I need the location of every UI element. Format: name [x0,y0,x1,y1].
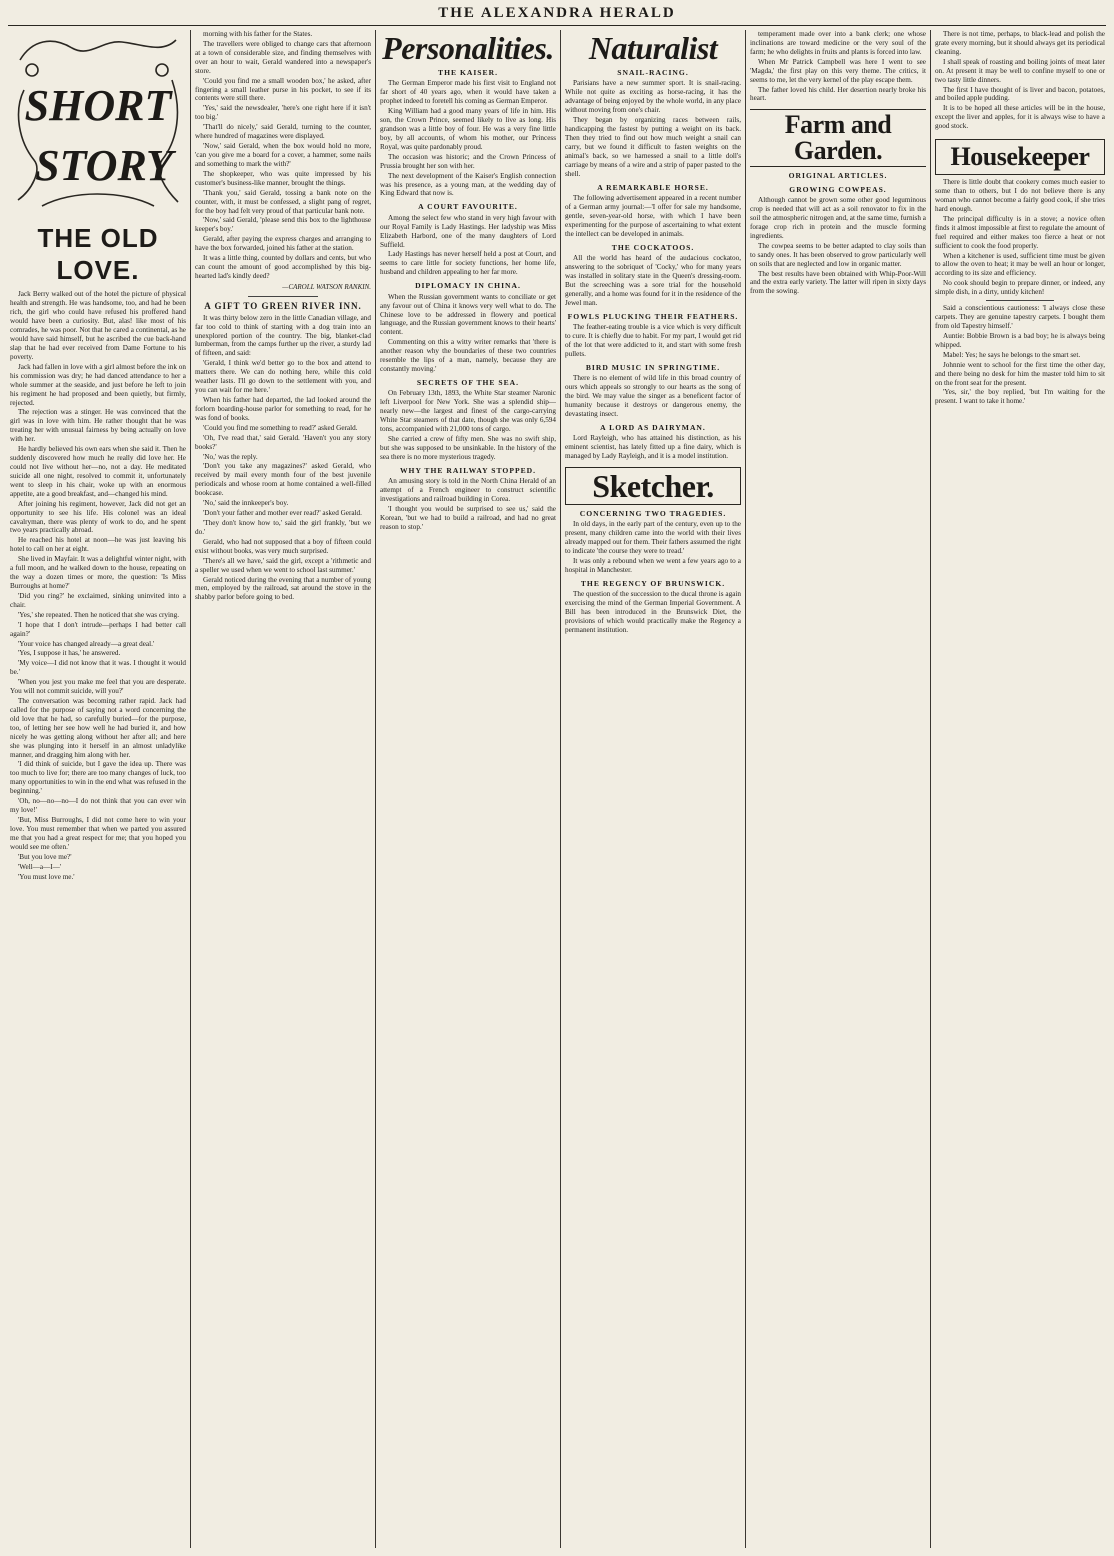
paragraph: It was only a rebound when we went a few years ago to a hospital in Manchester. [565,556,741,574]
paragraph: 'Don't your father and mother ever read?' asked Gerald. [203,509,362,518]
article-heading: THE COCKATOOS. [611,242,695,252]
paragraph: 'Now,' said Gerald, 'please send this box to the lighthouse keeper's boy.' [195,216,371,234]
paragraph: Lord Rayleigh, who has attained his distinction, as his eminent scientist, has lately fitted up a fine dairy, which is managed by Lady Rayleigh, and it is a model institution. [565,434,741,460]
article-body [380,214,556,277]
paragraph: 'That'll do nicely,' said Gerald, turning to the counter, where hundred of magazines were displayed. [195,123,371,141]
paragraph: Although cannot be grown some other good leguminous crop is needed that will act as a soil renovator to fix in the soil the atmospheric nitrogen and, at the same time, furnish a forage crop rich in protein and the muscle forming ingredients. [750,196,926,240]
paragraph: The feather-eating trouble is a vice which is very difficult to cure. It is chiefly due to habit. For my part, I would get rid of the lot that were addicted to it, and start with some fresh pullets. [565,322,741,358]
paragraph: temperament made over into a bank clerk; one whose inclinations are toward medicine or the very soul of the farm; he who delights in fruits and plants is forced into law. [750,30,926,56]
paragraph: 'Thank you,' said Gerald, tossing a bank note on the counter, with, it must be confessed, a slight pang of regret, for the boy had felt very proud of that particular bank note. [195,188,371,215]
article-body [565,374,741,419]
article-heading: DIPLOMACY IN CHINA. [415,281,521,291]
paragraph: 'No,' was the reply. [203,452,258,461]
paragraph: 'I thought you would be surprised to see us,' said the Korean, 'but we had to build a railroad, and had no great reason to stop.' [380,504,556,531]
article-heading: CONCERNING TWO TRAGEDIES. [579,508,727,518]
paragraph: 'When you jest you make me feel that you are desperate. You will not commit suicide, will you?' [10,678,186,696]
article-heading: FOWLS PLUCKING THEIR FEATHERS. [567,311,739,321]
section-banner: Sketcher. [565,467,741,505]
paragraph: There is little doubt that cookery comes much easier to some than to others, but I do not believe there is any woman who cannot become a fairly good cook, if she tries hard enough. [935,178,1105,213]
paragraph: 'No,' said the innkeeper's boy. [203,499,289,508]
paragraph: In old days, in the early part of the century, even up to the present, many children came into the world with their lives already mapped out for them. Their fathers assumed the right to indicate 'the course they were to tread.' [565,520,741,555]
paragraph: The best results have been obtained with Whip-Poor-Will and the extra early variety. The latter will ripen in sixty days from the sowing. [750,269,926,296]
article-body [565,520,741,575]
column-divider [190,30,191,1548]
column-divider [745,30,746,1548]
paragraph: There is not time, perhaps, to black-lead and polish the grate every morning, but it should always get its periodical cleaning. [935,30,1105,56]
paragraph: No cook should begin to prepare dinner, or indeed, any simple dish, in a dirty, untidy kitchen! [935,279,1105,297]
ornate-title-line-2: STORY [35,141,173,190]
paragraph: Gerald noticed during the evening that a number of young men, employed by the railroad, sat around the stove in the shabby parlor before going to bed. [195,575,371,602]
article-heading: SECRETS OF THE SEA. [416,377,520,387]
paragraph: 'But you love me?' [18,852,72,861]
paragraph: 'They don't know how to,' said the girl frankly, 'but we do.' [195,519,371,536]
author-signature: —CAROLL WATSON RANKIN. [282,282,371,291]
paragraph: Commenting on this a witty writer remarks that 'there is another reason why the boundaries of these two countries resemble the lips of a man, namely, because they are constantly moving.' [380,338,556,374]
paragraph: 'Well—a—I—' [18,862,62,871]
paragraph: It was a little thing, counted by dollars and cents, but who can count the amount of good accomplished by this big-hearted lad's kindly deed? [195,254,371,280]
paragraph: 'Yes, sir,' the boy replied, 'but I'm waiting for the present. I want to take it home.' [935,388,1105,406]
section-banner: Farm and Garden. [750,109,926,167]
paragraph: The German Emperor made his first visit to England not far short of 40 years ago, when it would have taken a prophet indeed to foretell his coming as German Emperor. [380,79,556,106]
article-heading: WHY THE RAILWAY STOPPED. [399,465,537,475]
paragraph: morning with his father for the States. [203,30,313,38]
paragraph: Jack Berry walked out of the hotel the picture of physical health and strength. He was handsome, too, and had he been rich, the girl who could have refused his proffered hand would have been a curiosity. But, alas! like most of his comrades, he was poor. Not that he cared a continental, as he would have said himself, but he ascribed the cue back-hand slap that he had ever received from Dame Fortune to his poverty. [10,290,186,361]
article-body [750,196,926,296]
article-body [935,30,1105,131]
column-6 [935,30,1105,1548]
paragraph: 'Could you find me something to read?' asked Gerald. [203,423,358,432]
ornate-title-illustration [12,30,184,220]
paragraph: 'Oh, no—no—no—I do not think that you can ever win my love!' [10,797,186,815]
paragraph: 'My voice—I did not know that it was. I thought it would be.' [10,659,186,677]
article-heading: A REMARKABLE HORSE. [597,182,709,192]
paragraph: 'But, Miss Burroughs, I did not come here to win your love. You must remember that when we parted you assured me that you had a great respect for me; that you hoped you would see me often.' [10,816,186,851]
masthead-rule [8,25,1106,26]
article-heading: THE KAISER. [438,68,498,77]
article-body [935,178,1105,297]
paragraph: They began by organizing races between rails, handicapping the fastest by putting a weight on its back. Then they tried to find out how much weight a snail can carry, but we found it difficult to fasten weights on the animal's back, so we harnessed a snail to a little doll's carriage by means of a wire and a strip of paper pasted to the shell. [565,116,741,178]
paragraph: 'Yes,' said the newsdealer, 'here's one right here if it isn't too big.' [195,104,371,122]
paragraph: After joining his regiment, however, Jack did not get an opportunity to see his life. His colonel was an ideal cavalryman, there was plenty of work to do, and he spent two years practically abroad. [10,499,186,535]
paragraph: He hardly believed his own ears when she said it. Then he suddenly discovered how much he really did love her. He could not live without her—no, not a day. He meditated suicide all one night, resolved to commit it, unfortunately went to sleep in his chair, woke up with an enormous appetite, ate a good breakfast, and—changed his mind. [10,445,186,498]
paragraph: The cowpea seems to be better adapted to clay soils than to sandy ones. It has been observed to grow particularly well on soils that are neglected and low in organic matter. [750,241,926,268]
paragraph: The first I have thought of is liver and bacon, potatoes, and boiled apple pudding. [935,85,1105,103]
paragraph: It is to be hoped all these articles will be in the house, except the liver and apples, for it is always wise to have a good stock. [935,104,1105,131]
article-body [935,304,1105,406]
paragraph: Parisians have a new summer sport. It is snail-racing. While not quite as exciting as horse-racing, it has the advantage of being enjoyed by the whole world, in any place without moving from one's chair. [565,79,741,115]
paragraph: The principal difficulty is in a stove; a novice often finds it almost impossible at first to regulate the amount of fuel required and either makes too fierce a heat or not sufficient to cook the food properly. [935,214,1105,250]
paragraph: Lady Hastings has never herself held a post at Court, and seems to care little for society functions, her home life, husband and children appealing to her far more. [380,250,556,277]
paragraph: When the Russian government wants to conciliate or get any favour out of China it knows very well what to do. The Chinese love to be addressed in flowery and poetical language, and the Russian government knows to their hearts' content. [380,292,556,337]
article-body [565,434,741,461]
masthead: THE ALEXANDRA HERALD [438,5,676,21]
article-body [565,590,741,635]
column-divider [930,30,931,1548]
paragraph: 'Oh, I've read that,' said Gerald. 'Haven't you any story books?' [195,433,371,451]
section-banner: Naturalist [588,30,718,66]
paragraph: The travellers were obliged to change cars that afternoon at a town of considerable size, and finding themselves with over an hour to wait, Gerald wandered into a newspaper's store. [195,39,371,75]
paragraph: The occasion was historic; and the Crown Princess of Prussia brought her son with her. [380,152,556,170]
column-divider [375,30,376,1548]
paragraph: The question of the succession to the ducal throne is again exercising the mind of the German Imperial Government. A Bill has been introduced in the Brunswick Diet, the provisions of which would practically make the Regency a permanent institution. [565,590,741,634]
paragraph: 'Did you ring?' he exclaimed, sinking uninvited into a chair. [10,591,186,609]
paragraph: On February 13th, 1893, the White Star steamer Naronic left Liverpool for New York. She was a splendid ship—nearly new—the largest and finest of the cargo-carrying White Star steamers of that date, though she was only 6,594 tons, accompanied with 21,000 tons of cargo. [380,389,556,434]
paragraph: The shopkeeper, who was quite impressed by his customer's business-like manner, brought the things. [195,169,371,187]
paragraph: The following advertisement appeared in a recent number of a German army journal:—'I offer for sale my handsome, gentle, seven-year-old horse, with which I have been experimenting for the purpose of ascertaining to what extent the intellect can be developed in animals. [565,193,741,238]
paragraph: It was thirty below zero in the little Canadian village, and far too cold to think of starting with a dog train into an unexplored portion of the country. The big, blanket-clad lumberman, from the camps further up the river, a sturdy lad of fifteen, and said: [195,313,371,358]
paragraph: Gerald, after paying the express charges and arranging to have the box forwarded, joined his father at the station. [195,235,371,253]
paragraph: When his father had departed, the lad looked around the forlorn boarding-house parlor for something to read, for he was fond of books. [195,396,371,422]
paragraph: King William had a good many years of life in him. His son, the Crown Prince, seemed likely to live as long. His grandson was a little boy of four. He was a very fine little boy, by all accounts, of whom his mother, our Princess Royal, was quite pardonably proud. [380,107,556,151]
paragraph: Johnnie went to school for the first time the other day, and there being no desk for him the master told him to sit on the front seat for the present. [935,360,1105,387]
paragraph: 'Gerald, I think we'd better go to the box and attend to matters there. We can do nothing here, while this cold weather lasts. I'll go down to the settlement with you, and you can wait for me here.' [195,359,371,395]
paragraph: The next development of the Kaiser's English connection was his presence, as a young man, at the wedding day of King Edward that now is. [380,171,556,198]
article-body [565,194,741,239]
column-1 [10,30,186,1548]
paragraph: When a kitchener is used, sufficient time must be given to allow the oven to heat; it may be well an hour or longer, according to its size and efficiency. [935,251,1105,278]
paragraph: 'Yes, I suppose it has,' he answered. [18,649,121,658]
paragraph: 'Don't you take any magazines?' asked Gerald, who received by mail every month four of the best juvenile periodicals and whose room at home contained a well-filled bookcase. [195,462,371,498]
column-divider [560,30,561,1548]
article-body [195,30,371,281]
paragraph: She lived in Mayfair. It was a delightful winter night, with a full moon, and he walked down to the house, repeating on the way a dozen times or more, the question: 'Is Miss Burroughs at home?' [10,555,186,590]
paragraph: 'I hope that I don't intrude—perhaps I had better call again?' [10,620,186,638]
article-body [195,314,371,603]
paragraph: All the world has heard of the audacious cockatoo, answering to the sobriquet of 'Cocky,' who for many years was installed in solitary state in the Queen's dressing-room. But the screeching was a sore trial for the household generally, and a home was found for it in the residence of the Jewel man. [565,253,741,307]
article-subheading: ORIGINAL ARTICLES. [788,171,888,181]
paragraph: He reached his hotel at noon—he was just leaving his hotel to call on her at eight. [10,536,186,554]
article-body [565,254,741,308]
paragraph: The father loved his child. Her desertion nearly broke his heart. [750,85,926,103]
paragraph: Among the select few who stand in very high favour with our Royal Family is Lady Hastings. Her ladyship was Miss Elizabeth Harbord, one of the many daughters of Lord Suffield. [380,213,556,249]
paragraph: 'I did think of suicide, but I gave the idea up. There was too much to live for; there are too many changes of luck, too many opportunities to win in the end what was refused in the beginning.' [10,760,186,796]
paragraph: An amusing story is told in the North China Herald of an attempt of a French engineer to construct scientific investigations and railroad building in Corea. [380,477,556,503]
paragraph: I shall speak of roasting and boiling joints of meat later on. At present it may be well to confine myself to one or two tasty little dinners. [935,57,1105,84]
column-5 [750,30,926,1548]
article-body [380,477,556,532]
paragraph: 'Your voice has changed already—a great deal.' [18,639,155,648]
paragraph: The rejection was a stinger. He was convinced that the girl was in love with him. He rather thought that he was treating her with unusual fairness by being actually on love with her. [10,408,186,444]
paragraph: 'Yes,' she repeated. Then he noticed that she was crying. [18,610,180,619]
section-banner: Personalities. [382,30,554,66]
column-4 [565,30,741,1548]
article-body [380,389,556,461]
paragraph: She carried a crew of fifty men. She was no swift ship, but she was supposed to be unsinkable. In the history of the sea there is no more mysterious tragedy. [380,434,556,461]
article-heading: THE REGENCY OF BRUNSWICK. [580,578,726,588]
column-2 [195,30,371,1548]
paragraph: Mabel: Yes; he says he belongs to the smart set. [943,350,1081,359]
article-body [750,30,926,103]
section-banner: Housekeeper [935,139,1105,175]
paragraph: Auntie: Bobbie Brown is a bad boy; he is always being whipped. [935,331,1105,349]
article-body [380,79,556,198]
article-body [565,323,741,359]
paragraph: 'Could you find me a small wooden box,' he asked, after fingering a small leather purse in his pocket, to see if its contents were still there. [195,76,371,103]
article-heading: A GIFT TO GREEN RIVER INN. [204,300,362,311]
paragraph: 'You must love me.' [18,872,75,881]
article-body [10,290,186,881]
paragraph: The conversation was becoming rather rapid. Jack had called for the purpose of saying not a word concerning the old love that he had, so carefully buried—for the purpose, too, of letting her see how well he had buried it, and how nicely he was getting along without her after all; and here she was plunging into it herself in an almost unladylike manner, and dragging him along with her. [10,697,186,759]
article-body [565,79,741,178]
section-rule [248,296,318,297]
paragraph: 'Now,' said Gerald, when the box would hold no more, 'can you give me a board for a cover, a hammer, some nails and something to mark the with?' [195,142,371,168]
article-heading: GROWING COWPEAS. [789,184,887,194]
article-heading: A COURT FAVOURITE. [418,202,518,212]
paragraph: Jack had fallen in love with a girl almost before the ink on his commission was dry; he had danced attendance to her a whole summer at the seaside, and just before he left to join his regiment he had proposed and been quietly, but firmly, rejected. [10,362,186,407]
article-heading: A LORD AS DAIRYMAN. [600,422,706,432]
article-heading: BIRD MUSIC IN SPRINGTIME. [585,362,721,372]
paragraph: Gerald, who had not supposed that a boy of fifteen could exist without books, was very much surprised. [195,537,371,555]
paragraph: Said a conscientious cautioness: 'I always close these carpets. They are genuine tapestry carpets. I bought them from old Tapestry himself.' [935,304,1105,330]
paragraph: When Mr Patrick Campbell was here I went to see 'Magda,' the first play on this very theme. The critics, it seems to me, let the very kernel of the play escape them. [750,57,926,84]
article-heading: SNAIL-RACING. [617,68,689,77]
story-title: THE OLD LOVE. [37,223,159,286]
article-body [380,293,556,374]
section-rule [986,300,1054,301]
paragraph: 'There's all we have,' said the girl, except a 'rithmetic and a speller we used when we went to school last summer.' [195,556,371,574]
ornate-title-line-1: SHORT [24,81,172,130]
column-3 [380,30,556,1548]
paragraph: There is no element of wild life in this broad country of ours which appeals so strongly to our hearts as the song of the bird. We may value the singer as a beneficent factor of humanity because it destroys or dangerous enemy, the devastating insect. [565,374,741,418]
